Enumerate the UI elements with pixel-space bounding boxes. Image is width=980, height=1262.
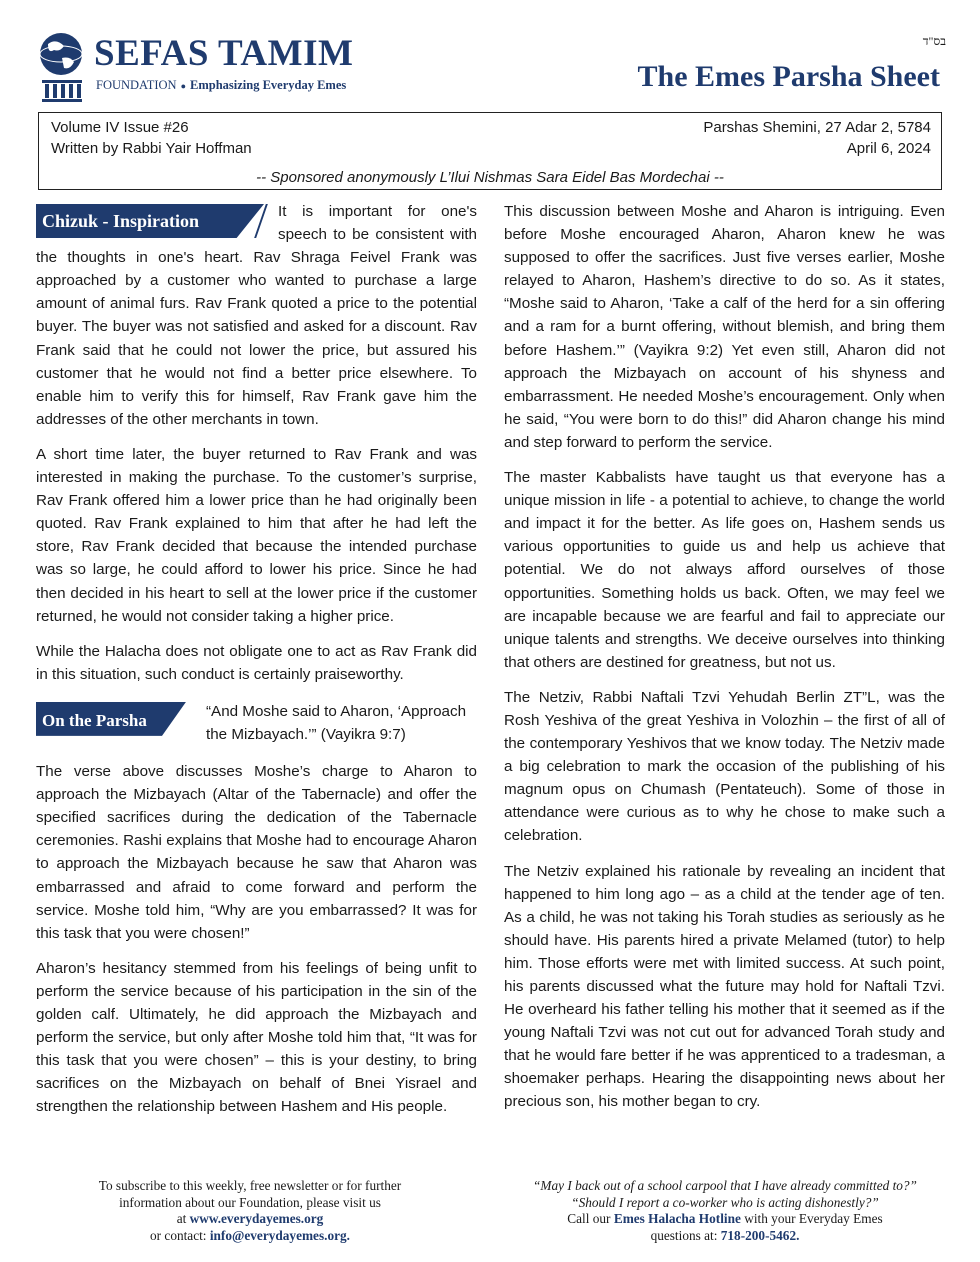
sefas-tamim-logo [36, 30, 376, 110]
brand-tagline: Emphasizing Everyday Emes [190, 78, 347, 92]
parsha-heading-block [36, 698, 477, 746]
sheet-title: The Emes Parsha Sheet [637, 60, 940, 93]
footer-line: To subscribe to this weekly, free newsletter or for further [98, 1178, 402, 1193]
chizuk-paragraph: A short time later, the buyer returned to Rav Frank and was interested in making the purchase. To the customer’s surprise, Rav Frank offered him a lower price than he had originally been quoted. Rav Frank explained to him that after he had left the store, Rav Frank decided that because the intended purchase was so large, he could afford to lower his price. Since he had then decided in his heart to sell at the lower price if the customer returned, he would not consider taking a higher price. [36, 445, 477, 625]
brand-name: SEFAS TAMIM [94, 33, 354, 74]
gregorian-date: April 6, 2024 [846, 140, 931, 157]
chizuk-paragraph: While the Halacha does not obligate one to act as Rav Frank did in this situation, such conduct is certainly praiseworthy. [36, 642, 477, 683]
hotline-phone[interactable]: 718-200-5462. [720, 1227, 800, 1243]
body-paragraph: The master Kabbalists have taught us that everyone has a unique mission in life - a potential to achieve, to change the world and impact it for the better. As life goes on, Hashem sends us various opportunities to guide us and help us achieve that potential. We do not always afford ourselves of those opportunities. Something holds us back. Often, we may feel we are incapable because we are fearful and fail to appreciate our unique talents and strengths. We deceive ourselves into thinking that others are destined for greatness, but not us. [504, 469, 945, 671]
chizuk-paragraph: It is important for one's speech to be consistent with the thoughts in one's heart. Rav Shraga Feivel Frank was approached by a customer who wanted to purchase a large amount of animal furs. Rav Frank quoted a price to the potential buyer. The buyer was not satisfied and asked for a discount. Rav Frank said that he could not lower the price, but assured his customer that he would not find a better price elsewhere. To enable him to verify this for himself, Rav Frank gave him the addresses of the other merchants in town. [36, 203, 477, 428]
hotline-question: “May I back out of a school carpool that I have already committed to?” [533, 1178, 917, 1193]
body-paragraph: This discussion between Moshe and Aharon is intriguing. Even before Moshe encouraged Aharon, Aharon knew he was supposed to offer the sacrifices. Just five verses earlier, Moshe relayed to Aharon, Hashem’s directive to do so. As it states, “Moshe said to Aharon, ‘Take a calf of the herd for a sin offering and a ram for a burnt offering, without blemish, and bring them before Hashem.’” (Vayikra 9:2) Yet even still, Aharon did not approach the Mizbayach on account of his shyness and embarrassment. He needed Moshe’s encouragement. Only when he said, “You were born to do this!” did Aharon change his mind and step forward to perform the service. [504, 203, 945, 451]
body-paragraph: The Netziv explained his rationale by revealing an incident that happened to him long ago – as a child at the tender age of ten. As a child, he was not taking his Torah studies as seriously as he should have. His parents hired a private Melamed (tutor) to help him. Those efforts were met with limited success. At such point, his parents discussed what the future may hold for Naftali Tzvi. He overheard his father telling his mother that it seemed as if the young Naftali Tzvi was not cut out for advanced Torah study and that he would fare better if he was apprenticed to a tradesman, a shoemaker perhaps. Hearing the disappointing news about her precious son, his mother began to cry. [504, 862, 945, 1111]
hotline-question: “Should I report a co-worker who is acting dishonestly?” [571, 1194, 879, 1210]
website-link[interactable]: www.everydayemes.org [189, 1211, 324, 1226]
parsha-quote: “And Moshe said to Aharon, ‘Approach the Mizbayach.’” (Vayikra 9:7) [206, 702, 467, 743]
email-link[interactable]: info@everydayemes.org. [209, 1227, 350, 1243]
subscribe-footer [40, 1178, 460, 1244]
parsha-paragraph: Aharon’s hesitancy stemmed from his feelings of being unfit to perform the service because of his participation in the sin of the golden calf. Ultimately, he did approach the Mizbayach and perform the service, but only after Moshe told him that, “It was for this task that you were chosen” – this is your destiny, to bring sacrifices on the Mizbayach on behalf of Bnei Yisrael and strengthen the relationship between Hashem and His people. [36, 959, 477, 1116]
hotline-name: Emes Halacha Hotline [613, 1211, 741, 1226]
footer-text: at [176, 1211, 187, 1226]
brand-subtitle: FOUNDATION ● Emphasizing Everyday Emes [96, 78, 347, 92]
globe-logo-icon [36, 30, 90, 104]
footer-text: with your Everyday Emes [744, 1211, 883, 1226]
left-column [36, 200, 477, 1130]
issue-info-box [38, 112, 942, 190]
chizuk-banner [36, 204, 264, 238]
parsha-date: Parshas Shemini, 27 Adar 2, 5784 [703, 119, 931, 136]
brand-foundation: FOUNDATION [96, 78, 177, 92]
volume-issue: Volume IV Issue #26 [51, 119, 189, 136]
parsha-banner-label: On the Parsha [42, 710, 147, 730]
chizuk-banner-label: Chizuk - Inspiration [42, 211, 200, 231]
sponsor-line: -- Sponsored anonymously L’Ilui Nishmas Sara Eidel Bas Mordechai -- [256, 169, 724, 186]
footer-text: questions at: [650, 1227, 718, 1243]
body-paragraph: The Netziv, Rabbi Naftali Tzvi Yehudah Berlin ZT”L, was the Rosh Yeshiva of the great Yeshiva in Volozhin – the first of all of the contemporary Yeshivos that we know today. The Netziv made a big celebration to mark the occasion of the publishing of his magnum opus on Chumash (Pentateuch). Some of those in attendance were curious as to why he chose to make such a celebration. [504, 688, 945, 845]
footer-text: or contact: [150, 1227, 207, 1243]
bsd-mark: בס"ד [922, 34, 946, 48]
author: Written by Rabbi Yair Hoffman [51, 140, 252, 157]
right-column [504, 200, 945, 1126]
hotline-footer [500, 1178, 950, 1244]
footer-text: Call our [567, 1211, 611, 1226]
footer-line: information about our Foundation, please visit us [119, 1194, 381, 1210]
parsha-banner [36, 702, 186, 736]
parsha-paragraph: The verse above discusses Moshe’s charge to Aharon to approach the Mizbayach (Altar of the Tabernacle) and offer the specified sacrifices during the dedication of the Tabernacle ceremonies. Rashi explains that Moshe had to encourage Aharon to approach the Mizbayach because he saw that Aharon was embarrassed and afraid to come forward and perform the service. Moshe told him, “Why are you embarrassed? It was for this task that you were chosen!” [36, 763, 477, 942]
